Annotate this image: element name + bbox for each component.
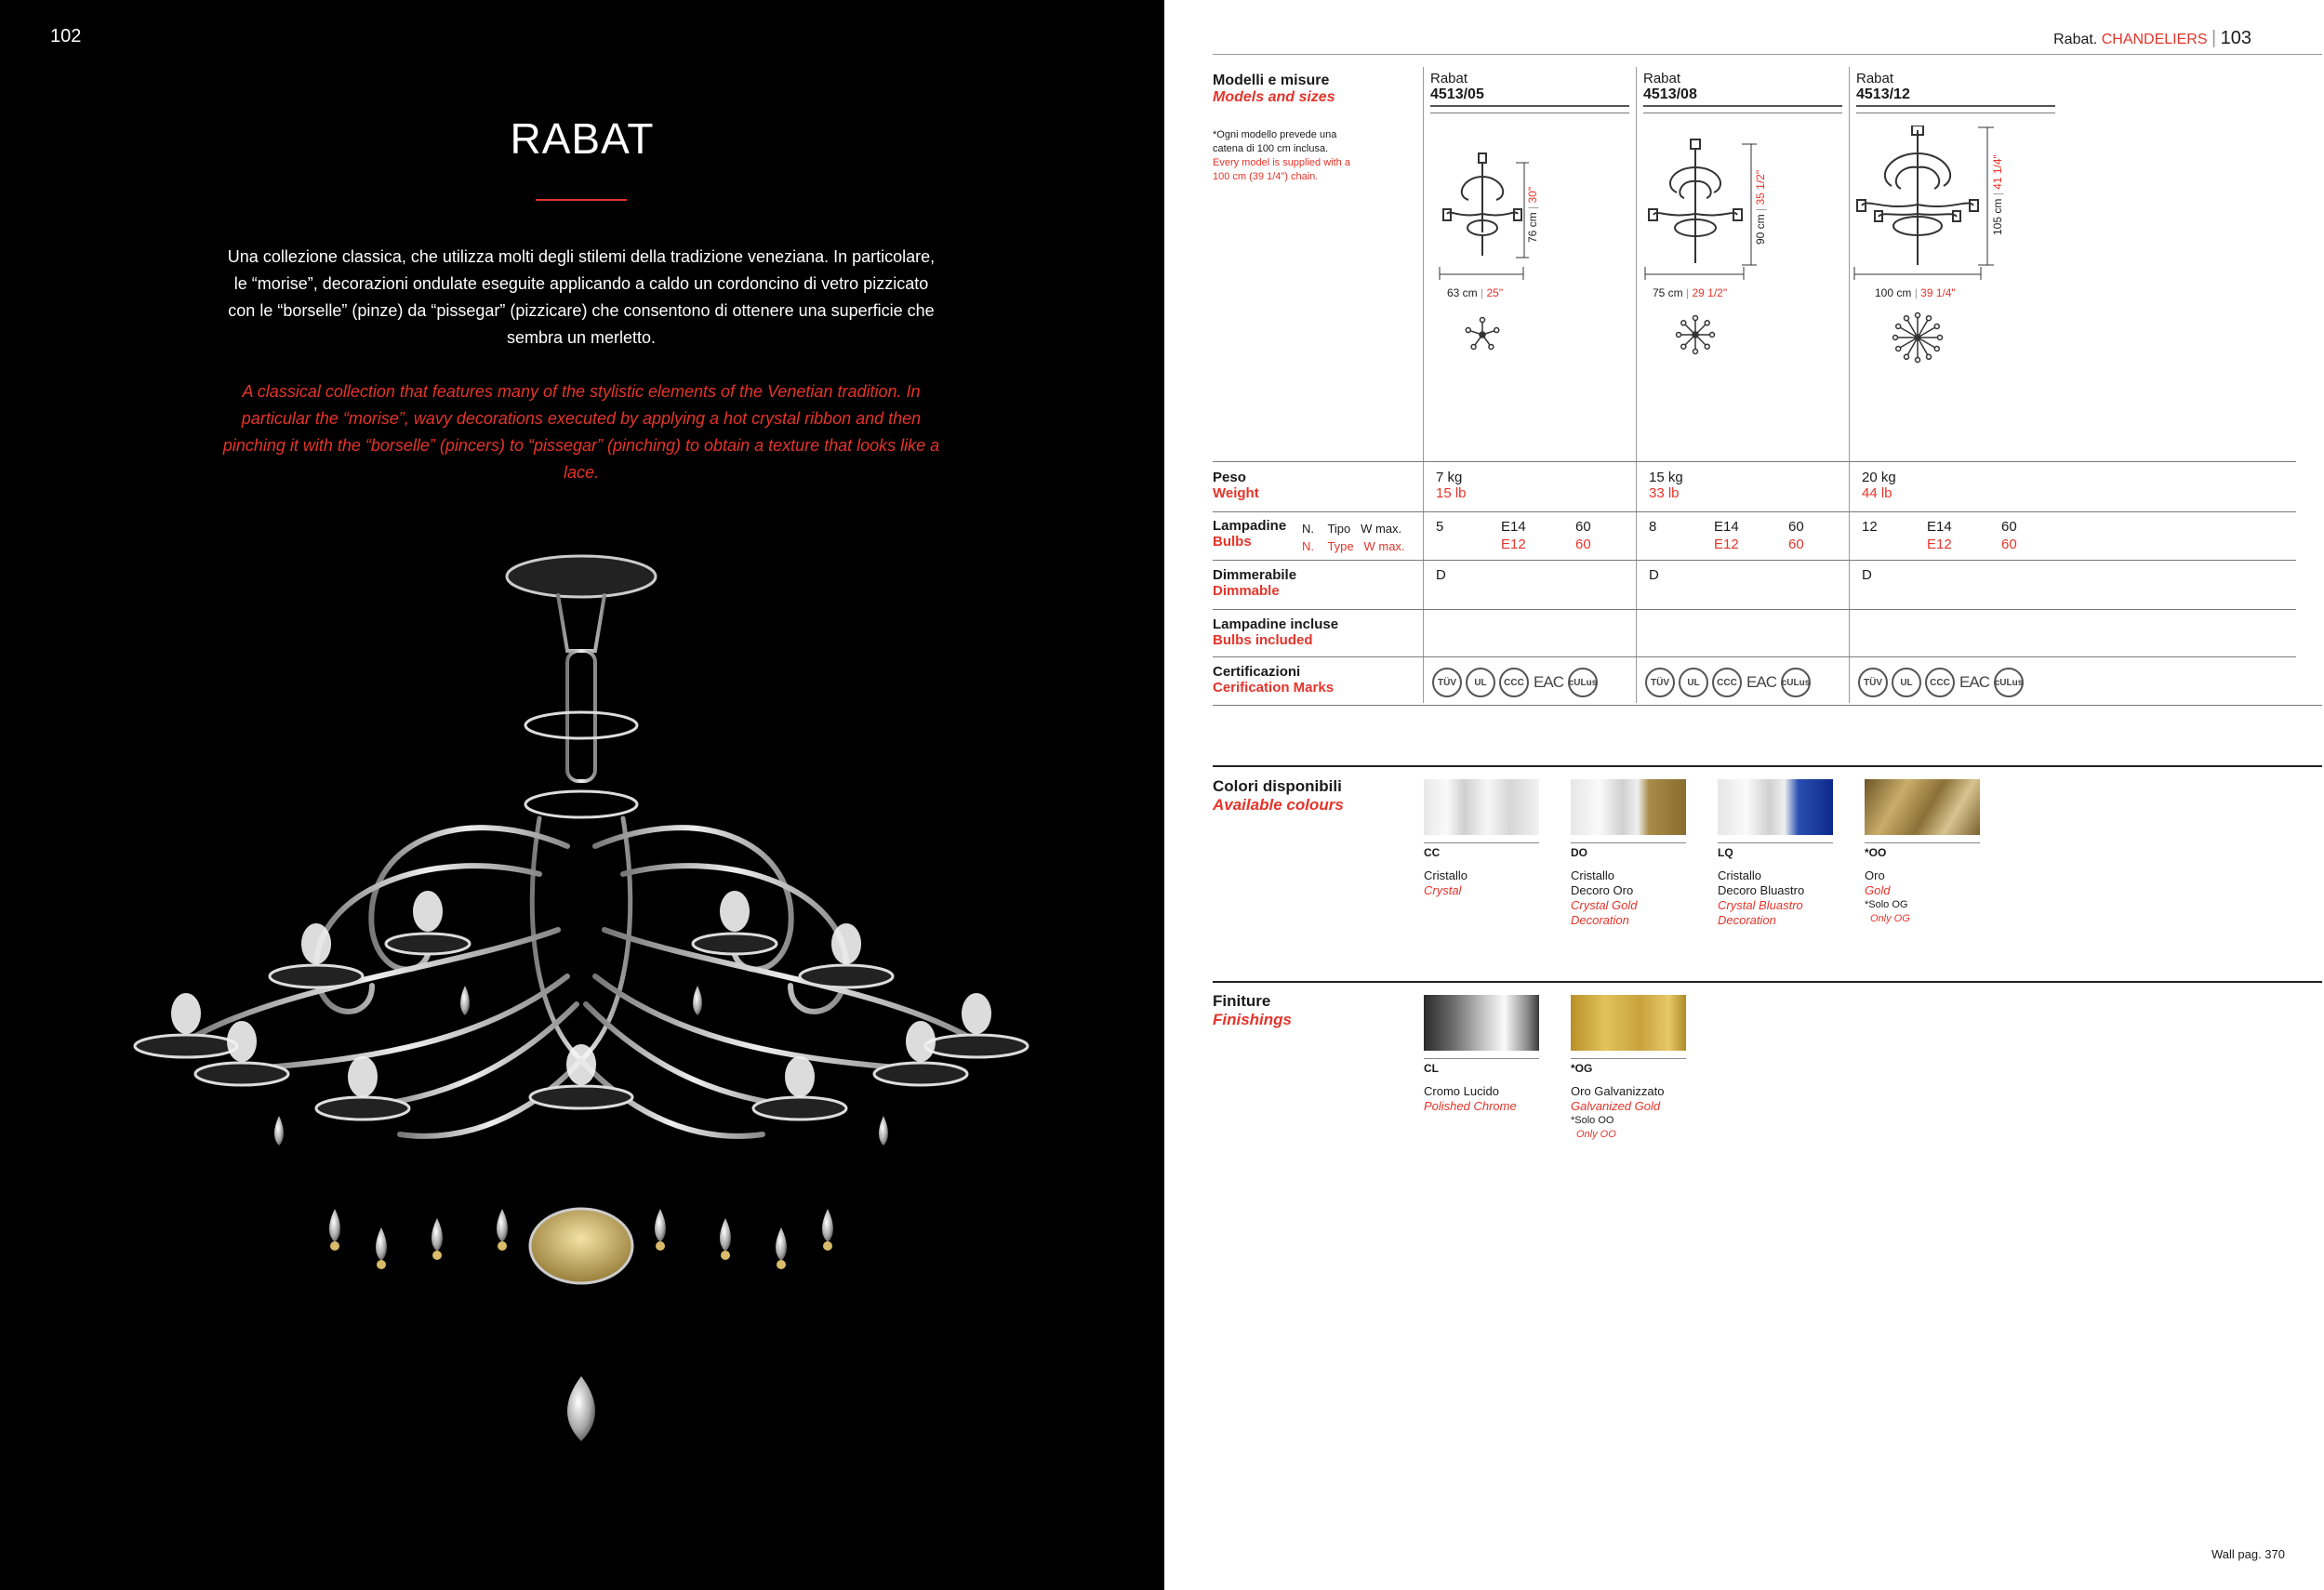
wall-page-reference: Wall pag. 370 [2211, 1547, 2285, 1561]
drawing-4513-12 [1853, 126, 2059, 367]
cert-marks-model-1 [1432, 668, 1598, 697]
eac-mark-icon: EAC [1534, 673, 1563, 691]
models-label-it: Modelli e misure [1213, 73, 1330, 88]
star-arm-end [1905, 354, 1909, 359]
ccc-mark-icon: CCC [1499, 668, 1529, 697]
row-rule-4 [1213, 609, 2296, 610]
ul-mark-icon: UL [1466, 668, 1495, 697]
cert-label: Certificazioni Cerification Marks [1213, 664, 1335, 696]
column-divider-2 [1636, 67, 1637, 703]
models-label-en: Models and sizes [1213, 89, 1335, 105]
title-underline [536, 199, 627, 201]
top-view-star [1677, 316, 1715, 354]
width-in: 39 1/4" [1920, 286, 1956, 299]
column-divider-3 [1849, 67, 1850, 703]
page-number-right: 103 [2220, 28, 2251, 48]
row-rule-6 [1213, 705, 2322, 706]
model-name: Rabat [1643, 71, 1681, 86]
width-in: 25" [1486, 286, 1504, 299]
right-page [1164, 0, 2324, 1590]
star-arm-end [1893, 336, 1898, 340]
svg-text:75 cm | 29 1/2": 75 cm | 29 1/2" [1653, 286, 1728, 299]
row-rule-1 [1213, 461, 2296, 462]
star-center [1480, 332, 1485, 338]
ccc-mark-icon: CCC [1712, 668, 1742, 697]
star-arm-end [1466, 328, 1470, 333]
height-in: 35 1/2" [1754, 169, 1767, 205]
chain-note [1213, 128, 1361, 184]
colour-swatch-do: DO Cristallo Decoro Oro Crystal Gold Decoration [1571, 779, 1686, 928]
star-center [1915, 335, 1920, 340]
dimmable-label: Dimmerabile Dimmable [1213, 567, 1297, 599]
chandelier-photo [130, 539, 1032, 1488]
header-separator: | [2211, 28, 2217, 48]
bulbs-model-2: 8 E14 60 E12 60 [1649, 519, 1804, 552]
star-center [1693, 332, 1698, 338]
weight-model-1: 7 kg 15 lb [1436, 470, 1467, 501]
model-code: 4513/05 [1430, 86, 1629, 107]
cert-marks-model-3 [1858, 668, 2024, 697]
cert-marks-model-2 [1645, 668, 1811, 697]
star-arm-end [1693, 350, 1698, 354]
weight-model-2: 15 kg 33 lb [1649, 470, 1683, 501]
star-arm-end [1916, 358, 1920, 363]
culus-mark-icon: cULus [1994, 668, 2024, 697]
colour-swatch-oo: *OO Oro Gold *Solo OG Only OG [1865, 779, 1980, 926]
finish-swatch-og: *OG Oro Galvanizzato Galvanized Gold *Solo OO Only OO [1571, 995, 1686, 1142]
dimmable-model-2: D [1649, 567, 1659, 583]
chain-note-en: Every model is supplied with a 100 cm (39 1/4") chain. [1213, 157, 1350, 182]
star-arm-end [1916, 313, 1920, 318]
bulbs-included-label: Lampadine incluse Bulbs included [1213, 616, 1339, 648]
star-arm-end [1927, 354, 1932, 359]
height-cm: 90 cm [1754, 214, 1767, 245]
finishings-rule [1213, 981, 2322, 983]
width-cm: 75 cm [1653, 286, 1683, 299]
star-arm-end [1927, 316, 1932, 321]
top-view-star [1466, 318, 1498, 350]
star-arm-end [1677, 333, 1681, 338]
star-arm-end [1896, 347, 1901, 351]
star-arm-end [1705, 321, 1709, 325]
models-label [1213, 73, 1335, 106]
tuv-mark-icon: TÜV [1858, 668, 1888, 697]
svg-text:76 cm | 30": 76 cm | 30" [1526, 186, 1539, 243]
star-arm-end [1705, 344, 1709, 349]
row-rule-5 [1213, 656, 2296, 657]
tuv-mark-icon: TÜV [1432, 668, 1462, 697]
header-rule [1213, 54, 2322, 55]
colour-swatch-cc: CC Cristallo Crystal [1424, 779, 1539, 898]
weight-label: Peso Weight [1213, 470, 1259, 501]
eac-mark-icon: EAC [1959, 673, 1989, 691]
width-cm: 100 cm [1875, 286, 1912, 299]
star-arm-end [1938, 336, 1943, 340]
description-english: A classical collection that features many of the stylistic elements of the Venetian tradition. In particular the “morise”, wavy decorations executed by applying a hot crystal ribbon and then pinching it with the “borselle” (pincers) to “pissegar” (pinching) to obtain a texture that looks like a lace. [222, 382, 940, 482]
star-arm-end [1681, 344, 1686, 349]
page-number-left: 102 [50, 26, 82, 46]
weight-model-3: 20 kg 44 lb [1862, 470, 1896, 501]
chain-note-it: *Ogni modello prevede una catena di 100 cm inclusa. [1213, 129, 1337, 154]
height-cm: 76 cm [1526, 212, 1539, 243]
star-arm-end [1693, 316, 1698, 321]
height-in: 30" [1526, 186, 1539, 204]
dimmable-model-1: D [1436, 567, 1446, 583]
svg-text:100 cm | 39 1/4": 100 cm | 39 1/4" [1875, 286, 1956, 299]
star-arm-end [1934, 325, 1939, 329]
drawing-4513-08 [1640, 126, 1846, 367]
culus-mark-icon: cULus [1781, 668, 1811, 697]
model-name: Rabat [1430, 71, 1468, 86]
star-arm-end [1905, 316, 1909, 321]
row-rule-3 [1213, 560, 2296, 561]
bulbs-model-1: 5 E14 60 E12 60 [1436, 519, 1591, 552]
star-arm-end [1489, 344, 1494, 349]
running-header [2053, 28, 2251, 49]
svg-text:63 cm | 25": 63 cm | 25" [1447, 286, 1504, 299]
height-in: 41 1/4" [1991, 154, 2004, 190]
star-arm-end [1934, 347, 1939, 351]
bulbs-label: Lampadine Bulbs [1213, 518, 1287, 550]
bulbs-model-3: 12 E14 60 E12 60 [1862, 519, 2017, 552]
width-in: 29 1/2" [1692, 286, 1728, 299]
star-arm-end [1896, 325, 1901, 329]
bulbs-subheaders-it: N. Tipo W max. N. Type W max. [1302, 522, 1405, 553]
row-rule-2 [1213, 511, 2296, 512]
drawing-4513-05 [1427, 126, 1633, 367]
tuv-mark-icon: TÜV [1645, 668, 1675, 697]
model-header-1 [1430, 71, 1629, 113]
description-italian: Una collezione classica, che utilizza molti degli stilemi della tradizione veneziana. In particolare, le “morise”, decorazioni ondulate eseguite applicando a caldo un cordoncino di vetro pizzicato con le “borselle” (pinze) da “pissegar” (pizzicare) che consentono di ottenere una superficie che sembra un merletto. [227, 247, 936, 347]
ul-mark-icon: UL [1679, 668, 1708, 697]
svg-text:90 cm | 35 1/2": 90 cm | 35 1/2" [1754, 169, 1767, 245]
collection-title: RABAT [510, 114, 655, 163]
culus-mark-icon: cULus [1568, 668, 1598, 697]
model-header-2 [1643, 71, 1842, 113]
finish-swatch-cl: CL Cromo Lucido Polished Chrome [1424, 995, 1539, 1114]
width-cm: 63 cm [1447, 286, 1478, 299]
star-arm-end [1481, 318, 1485, 323]
model-header-3 [1856, 71, 2055, 113]
finishings-label: Finiture Finishings [1213, 992, 1292, 1028]
height-cm: 105 cm [1991, 198, 2004, 235]
eac-mark-icon: EAC [1746, 673, 1776, 691]
header-collection: Rabat. [2053, 32, 2098, 47]
header-category: CHANDELIERS [2101, 32, 2208, 47]
top-view-star [1893, 313, 1943, 363]
star-arm-end [1494, 328, 1499, 333]
dimmable-model-3: D [1862, 567, 1872, 583]
column-divider-1 [1423, 67, 1424, 703]
colours-rule [1213, 765, 2322, 767]
star-arm-end [1710, 333, 1715, 338]
svg-text:105 cm | 41 1/4": 105 cm | 41 1/4" [1991, 154, 2004, 235]
colour-swatch-lq: LQ Cristallo Decoro Bluastro Crystal Bluastro Decoration [1718, 779, 1833, 928]
star-arm-end [1471, 344, 1476, 349]
model-name: Rabat [1856, 71, 1894, 86]
model-code: 4513/12 [1856, 86, 2055, 107]
star-arm-end [1681, 321, 1686, 325]
ul-mark-icon: UL [1892, 668, 1921, 697]
colours-label: Colori disponibili Available colours [1213, 777, 1344, 814]
ccc-mark-icon: CCC [1925, 668, 1955, 697]
model-code: 4513/08 [1643, 86, 1842, 107]
